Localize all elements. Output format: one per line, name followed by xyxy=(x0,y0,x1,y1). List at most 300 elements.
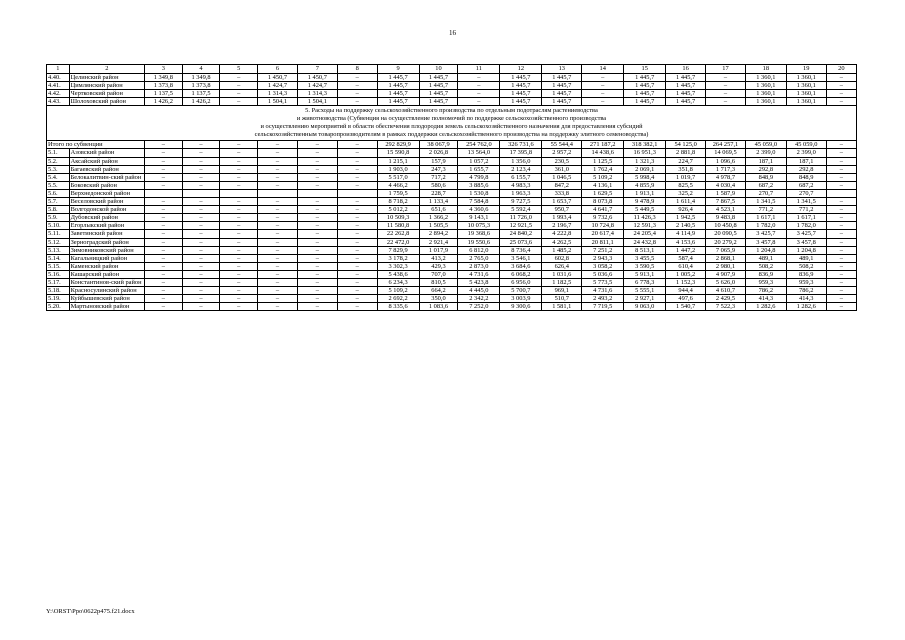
table-cell: 1 450,7 xyxy=(258,74,298,82)
table-cell: – xyxy=(458,98,500,106)
table-cell: – xyxy=(297,157,337,165)
table-cell: 4 523,1 xyxy=(706,206,746,214)
table-cell: 587,4 xyxy=(666,254,706,262)
table-cell: 1 083,6 xyxy=(419,303,458,311)
table-cell: 1 782,0 xyxy=(745,222,786,230)
table-cell: 1 445,7 xyxy=(666,82,706,90)
table-cell: 1 581,1 xyxy=(542,303,582,311)
table-cell: – xyxy=(297,238,337,246)
table-cell: 4 855,9 xyxy=(624,181,666,189)
table-cell: – xyxy=(258,165,298,173)
table-cell: Цимлянский район xyxy=(69,82,144,90)
table-cell: – xyxy=(182,206,220,214)
table-cell: – xyxy=(258,206,298,214)
table-cell: 13 564,0 xyxy=(458,149,500,157)
table-cell: 326 731,6 xyxy=(500,141,542,149)
table-cell: 508,2 xyxy=(745,262,786,270)
table-cell: 10 xyxy=(419,65,458,74)
table-cell: 2 342,2 xyxy=(458,295,500,303)
table-cell: – xyxy=(145,141,183,149)
table-cell: 24 432,8 xyxy=(624,238,666,246)
table-cell: – xyxy=(826,270,856,278)
table-cell: 5.7. xyxy=(47,198,70,206)
table-cell: 5.3. xyxy=(47,165,70,173)
table-cell: 489,1 xyxy=(786,254,826,262)
table-cell: 1 617,1 xyxy=(745,214,786,222)
table-cell: Егорлыкский район xyxy=(69,222,144,230)
table-cell: – xyxy=(220,278,258,286)
table-cell: Багаевский район xyxy=(69,165,144,173)
table-cell: 5.12. xyxy=(47,238,70,246)
table-cell: 271 187,2 xyxy=(582,141,624,149)
table-cell: 20 617,4 xyxy=(582,230,624,238)
table-cell: – xyxy=(826,246,856,254)
table-cell: 4 030,4 xyxy=(706,181,746,189)
table-cell: – xyxy=(182,254,220,262)
table-cell: – xyxy=(182,214,220,222)
table-cell: 5.10. xyxy=(47,222,70,230)
table-cell: 5 913,1 xyxy=(624,270,666,278)
table-cell: 1 445,7 xyxy=(624,90,666,98)
table-cell: 1 505,5 xyxy=(419,222,458,230)
table-cell: 1 152,3 xyxy=(666,278,706,286)
table-cell: 5.4. xyxy=(47,173,70,181)
table-cell: 292 829,9 xyxy=(377,141,419,149)
table-cell: 4 114,9 xyxy=(666,230,706,238)
table-cell: – xyxy=(297,295,337,303)
table-cell: 8 736,4 xyxy=(500,246,542,254)
table-cell: 959,3 xyxy=(745,278,786,286)
table-row xyxy=(47,181,857,189)
table-cell: 2 399,0 xyxy=(745,149,786,157)
table-cell: – xyxy=(145,295,183,303)
table-cell: 1 445,7 xyxy=(500,90,542,98)
table-cell: Кашарский район xyxy=(69,270,144,278)
table-cell: 9 732,6 xyxy=(582,214,624,222)
table-cell: – xyxy=(337,206,377,214)
table-cell: 2 140,5 xyxy=(666,222,706,230)
table-cell: – xyxy=(337,295,377,303)
table-cell: 5 036,6 xyxy=(582,270,624,278)
table-cell: – xyxy=(182,238,220,246)
table-cell: – xyxy=(826,222,856,230)
table-cell: 254 762,0 xyxy=(458,141,500,149)
table-cell: – xyxy=(182,173,220,181)
table-cell: 3 546,1 xyxy=(500,254,542,262)
table-cell: 224,7 xyxy=(666,157,706,165)
table-cell: 1 373,8 xyxy=(145,82,183,90)
table-cell: 7 584,8 xyxy=(458,198,500,206)
table-cell: – xyxy=(220,287,258,295)
table-cell: – xyxy=(337,287,377,295)
table-cell: 4 978,7 xyxy=(706,173,746,181)
table-cell: 15 590,8 xyxy=(377,149,419,157)
table-cell: – xyxy=(145,157,183,165)
table-cell xyxy=(258,189,298,197)
table-cell: 610,4 xyxy=(666,262,706,270)
table-cell: – xyxy=(220,82,258,90)
table-cell: – xyxy=(258,173,298,181)
table-cell: – xyxy=(145,214,183,222)
table-cell: 1 617,1 xyxy=(786,214,826,222)
table-cell: – xyxy=(220,214,258,222)
table-cell: 7 522,3 xyxy=(706,303,746,311)
table-row xyxy=(47,222,857,230)
table-cell: 1 504,1 xyxy=(258,98,298,106)
table-cell: 230,5 xyxy=(542,157,582,165)
table-cell: – xyxy=(337,222,377,230)
table-cell: 1 445,7 xyxy=(666,98,706,106)
table-cell: 5.18. xyxy=(47,287,70,295)
table-cell: – xyxy=(182,222,220,230)
table-cell: – xyxy=(458,74,500,82)
table-cell: – xyxy=(297,278,337,286)
table-cell: 4 222,8 xyxy=(542,230,582,238)
table-cell: – xyxy=(826,303,856,311)
table-cell: 1 031,6 xyxy=(542,270,582,278)
table-cell: – xyxy=(826,74,856,82)
table-cell: 1 447,2 xyxy=(666,246,706,254)
table-cell: – xyxy=(826,157,856,165)
table-cell: – xyxy=(220,90,258,98)
table-cell: 687,2 xyxy=(786,181,826,189)
table-cell: 7 xyxy=(297,65,337,74)
table-cell: 1 360,1 xyxy=(745,74,786,82)
table-cell: 2 493,2 xyxy=(582,295,624,303)
table-cell: 626,4 xyxy=(542,262,582,270)
table-cell: – xyxy=(220,303,258,311)
table-cell: – xyxy=(220,222,258,230)
table-cell: 11 xyxy=(458,65,500,74)
table-cell: 22 472,0 xyxy=(377,238,419,246)
table-cell: – xyxy=(258,270,298,278)
table-cell: 45 059,0 xyxy=(745,141,786,149)
table-cell: 664,2 xyxy=(419,287,458,295)
table-cell: – xyxy=(258,278,298,286)
table-cell: 1 445,7 xyxy=(542,74,582,82)
table-cell: 414,3 xyxy=(745,295,786,303)
table-cell: 1 993,4 xyxy=(542,214,582,222)
table-cell: 9 727,5 xyxy=(500,198,542,206)
table-cell: – xyxy=(337,230,377,238)
table-cell: 9 143,1 xyxy=(458,214,500,222)
table-cell: 1 963,3 xyxy=(500,189,542,197)
table-cell: 1 655,7 xyxy=(458,165,500,173)
table-cell: 6 812,0 xyxy=(458,246,500,254)
table-cell: 351,8 xyxy=(666,165,706,173)
table-cell: 14 xyxy=(582,65,624,74)
table-row xyxy=(47,278,857,286)
table-cell: 3 425,7 xyxy=(745,230,786,238)
table-cell: Дубовский район xyxy=(69,214,144,222)
table-cell: 187,1 xyxy=(786,157,826,165)
table-row xyxy=(47,165,857,173)
table-cell: 1 445,7 xyxy=(500,98,542,106)
table-row xyxy=(47,270,857,278)
section-title-line: и осуществлению мероприятий в области обеспечения плодородия земель сельскохозяйственного назначения для предоставления субсидий xyxy=(260,123,643,131)
table-cell: Кагальницкий район xyxy=(69,254,144,262)
table-cell: – xyxy=(826,206,856,214)
table-cell: – xyxy=(220,238,258,246)
table-cell: 8 073,8 xyxy=(582,198,624,206)
table-cell: – xyxy=(182,246,220,254)
table-cell: 651,6 xyxy=(419,206,458,214)
table-cell: 17 395,8 xyxy=(500,149,542,157)
table-cell: 6 068,2 xyxy=(500,270,542,278)
table-cell: 4.42. xyxy=(47,90,70,98)
table-cell: 4.41. xyxy=(47,82,70,90)
table-cell: 1 445,7 xyxy=(542,82,582,90)
table-cell: 5.15. xyxy=(47,262,70,270)
table-cell: – xyxy=(297,262,337,270)
table-cell: – xyxy=(182,181,220,189)
table-cell: 2 399,0 xyxy=(786,149,826,157)
table-cell: 24 205,4 xyxy=(624,230,666,238)
table-cell: 1 360,1 xyxy=(745,82,786,90)
table-cell: Верхнедонской район xyxy=(69,189,144,197)
table-cell: 1 445,7 xyxy=(419,74,458,82)
table-cell: 8 718,2 xyxy=(377,198,419,206)
table-cell: 1 360,1 xyxy=(786,90,826,98)
table-row xyxy=(47,82,857,90)
table-cell: – xyxy=(297,198,337,206)
table-cell: – xyxy=(220,198,258,206)
table-cell: – xyxy=(220,165,258,173)
table-cell: 1 046,5 xyxy=(542,173,582,181)
table-cell: – xyxy=(337,141,377,149)
table-cell: – xyxy=(458,82,500,90)
section-title xyxy=(47,106,857,141)
table-cell: 847,2 xyxy=(542,181,582,189)
table-cell: – xyxy=(220,74,258,82)
table-cell: 228,7 xyxy=(419,189,458,197)
table-cell: – xyxy=(337,214,377,222)
table-cell: 1 373,8 xyxy=(182,82,220,90)
table-cell: 3 590,5 xyxy=(624,262,666,270)
table-cell: 17 xyxy=(706,65,746,74)
section-title-line: сельскохозяйственным товаропроизводителям в рамках поддержки сельскохозяйственного производства на поддержку элитного семеноводства) xyxy=(254,131,649,139)
table-cell: Константинов-ский район xyxy=(69,278,144,286)
table-cell: 15 xyxy=(624,65,666,74)
table-cell: 333,8 xyxy=(542,189,582,197)
table-cell: 1 426,2 xyxy=(182,98,220,106)
table-cell: 54 125,0 xyxy=(666,141,706,149)
table-cell: 8 335,6 xyxy=(377,303,419,311)
table-row xyxy=(47,230,857,238)
table-cell: 5 423,8 xyxy=(458,278,500,286)
table-cell: – xyxy=(145,230,183,238)
table-cell: 4 641,7 xyxy=(582,206,624,214)
table-cell: 836,9 xyxy=(786,270,826,278)
table-cell: 1 360,1 xyxy=(745,90,786,98)
table-cell: 2 069,1 xyxy=(624,165,666,173)
table-cell: 510,7 xyxy=(542,295,582,303)
table-cell: 2 957,2 xyxy=(542,149,582,157)
table-cell: – xyxy=(297,254,337,262)
table-cell xyxy=(826,189,856,197)
table-cell: 10 450,8 xyxy=(706,222,746,230)
table-cell: – xyxy=(826,254,856,262)
table-cell: 16 951,3 xyxy=(624,149,666,157)
table-cell: – xyxy=(182,149,220,157)
table-cell: 20 090,5 xyxy=(706,230,746,238)
table-cell: 3 425,7 xyxy=(786,230,826,238)
table-cell: – xyxy=(182,165,220,173)
table-cell: – xyxy=(337,246,377,254)
table-cell: – xyxy=(258,230,298,238)
table-cell: 1 137,5 xyxy=(145,90,183,98)
table-cell: 5 773,5 xyxy=(582,278,624,286)
table-cell: – xyxy=(337,82,377,90)
table-cell: – xyxy=(258,141,298,149)
table-cell: 1 349,8 xyxy=(182,74,220,82)
table-cell: 9 478,9 xyxy=(624,198,666,206)
table-cell: – xyxy=(337,165,377,173)
table-cell: 247,3 xyxy=(419,165,458,173)
table-cell xyxy=(182,189,220,197)
table-cell: 1 445,7 xyxy=(542,90,582,98)
table-row xyxy=(47,157,857,165)
table-cell: 1 445,7 xyxy=(666,90,706,98)
table-cell: 5 012,2 xyxy=(377,206,419,214)
table-cell: – xyxy=(337,303,377,311)
table-cell: Заветинский район xyxy=(69,230,144,238)
section-title-line: и животноводства (Субвенция на осуществление полномочий по поддержке сельскохозяйственного производства xyxy=(296,115,607,123)
table-cell: 2 692,2 xyxy=(377,295,419,303)
column-number-row xyxy=(47,65,857,74)
table-row xyxy=(47,246,857,254)
table-cell: 1 125,5 xyxy=(582,157,624,165)
section-title-row xyxy=(47,106,857,141)
table-row xyxy=(47,238,857,246)
table-row xyxy=(47,74,857,82)
table-cell: 292,8 xyxy=(745,165,786,173)
table-cell: 4 610,7 xyxy=(706,287,746,295)
table-cell: 1 282,6 xyxy=(786,303,826,311)
table-cell: 361,0 xyxy=(542,165,582,173)
table-cell xyxy=(145,189,183,197)
table-cell: 1 314,3 xyxy=(258,90,298,98)
table-cell: 4 xyxy=(182,65,220,74)
table-cell: – xyxy=(826,149,856,157)
table-cell: 187,1 xyxy=(745,157,786,165)
table-cell: – xyxy=(297,230,337,238)
table-cell: 5 109,2 xyxy=(582,173,624,181)
table-cell: 4 799,8 xyxy=(458,173,500,181)
table-cell: – xyxy=(182,198,220,206)
table-cell: – xyxy=(145,181,183,189)
table-cell: – xyxy=(582,82,624,90)
table-cell: 1 356,0 xyxy=(500,157,542,165)
table-cell: 1 903,0 xyxy=(377,165,419,173)
table-cell: 429,3 xyxy=(419,262,458,270)
table-cell: 1 530,8 xyxy=(458,189,500,197)
table-cell: Веселовский район xyxy=(69,198,144,206)
table-cell: 325,2 xyxy=(666,189,706,197)
table-cell: 1 215,1 xyxy=(377,157,419,165)
table-cell: 3 455,5 xyxy=(624,254,666,262)
table-cell: – xyxy=(220,157,258,165)
table-cell: Азовский район xyxy=(69,149,144,157)
table-cell: – xyxy=(220,141,258,149)
table-cell: 1 445,7 xyxy=(419,98,458,106)
table-cell: – xyxy=(145,206,183,214)
table-cell: – xyxy=(706,74,746,82)
table-cell: – xyxy=(258,149,298,157)
table-cell: 1 445,7 xyxy=(419,90,458,98)
table-cell: 602,8 xyxy=(542,254,582,262)
table-cell: 5 449,5 xyxy=(624,206,666,214)
table-cell: Белокалитвин-ский район xyxy=(69,173,144,181)
table-row xyxy=(47,98,857,106)
table-cell xyxy=(220,189,258,197)
table-cell: – xyxy=(145,198,183,206)
table-cell: 8 xyxy=(337,65,377,74)
table-cell: 5.6. xyxy=(47,189,70,197)
table-cell: Целинский район xyxy=(69,74,144,82)
table-cell: 1 360,1 xyxy=(786,98,826,106)
table-cell: – xyxy=(826,98,856,106)
table-cell: 38 067,9 xyxy=(419,141,458,149)
table-cell: 2 765,0 xyxy=(458,254,500,262)
table-cell: 1 653,7 xyxy=(542,198,582,206)
table-cell: – xyxy=(220,149,258,157)
table-cell: – xyxy=(258,254,298,262)
table-cell: 16 xyxy=(666,65,706,74)
table-cell: 1 445,7 xyxy=(624,82,666,90)
table-cell: – xyxy=(220,230,258,238)
table-cell: 497,6 xyxy=(666,295,706,303)
table-cell: – xyxy=(182,262,220,270)
table-cell: 1 504,1 xyxy=(297,98,337,106)
table-cell: 4 262,5 xyxy=(542,238,582,246)
table-cell: Красносулинский район xyxy=(69,287,144,295)
table-cell: 350,0 xyxy=(419,295,458,303)
table-cell: 950,7 xyxy=(542,206,582,214)
table-cell: 19 xyxy=(786,65,826,74)
table-cell: 4 445,0 xyxy=(458,287,500,295)
table-cell: – xyxy=(826,295,856,303)
table-cell: 318 382,1 xyxy=(624,141,666,149)
table-cell: 969,1 xyxy=(542,287,582,295)
table-cell: – xyxy=(297,181,337,189)
table-cell: 1 137,5 xyxy=(182,90,220,98)
table-cell: – xyxy=(145,165,183,173)
table-cell: – xyxy=(337,157,377,165)
table-cell: 5 438,6 xyxy=(377,270,419,278)
table-cell: Чертковский район xyxy=(69,90,144,98)
table-cell: 3 178,2 xyxy=(377,254,419,262)
table-cell: 5.17. xyxy=(47,278,70,286)
table-cell: 5.14. xyxy=(47,254,70,262)
table-cell: 6 956,0 xyxy=(500,278,542,286)
table-cell: 1 445,7 xyxy=(377,82,419,90)
table-cell: 1 485,2 xyxy=(542,246,582,254)
table-cell: Волгодонской район xyxy=(69,206,144,214)
table-cell: 7 065,9 xyxy=(706,246,746,254)
table-cell: 1 314,3 xyxy=(297,90,337,98)
section-title-line: 5. Расходы на поддержку сельскохозяйственного производства по отдельным подотраслям растениеводства xyxy=(305,107,598,115)
table-cell: – xyxy=(258,214,298,222)
table-cell: – xyxy=(337,98,377,106)
table-cell: 5.8. xyxy=(47,206,70,214)
table-cell: 1 445,7 xyxy=(500,82,542,90)
file-path-footer: Y:\ORST\Ppo\0622p475.f21.docx xyxy=(46,608,135,615)
table-cell: 8 513,1 xyxy=(624,246,666,254)
table-cell: 1 182,5 xyxy=(542,278,582,286)
table-cell: – xyxy=(258,287,298,295)
table-cell: – xyxy=(582,98,624,106)
